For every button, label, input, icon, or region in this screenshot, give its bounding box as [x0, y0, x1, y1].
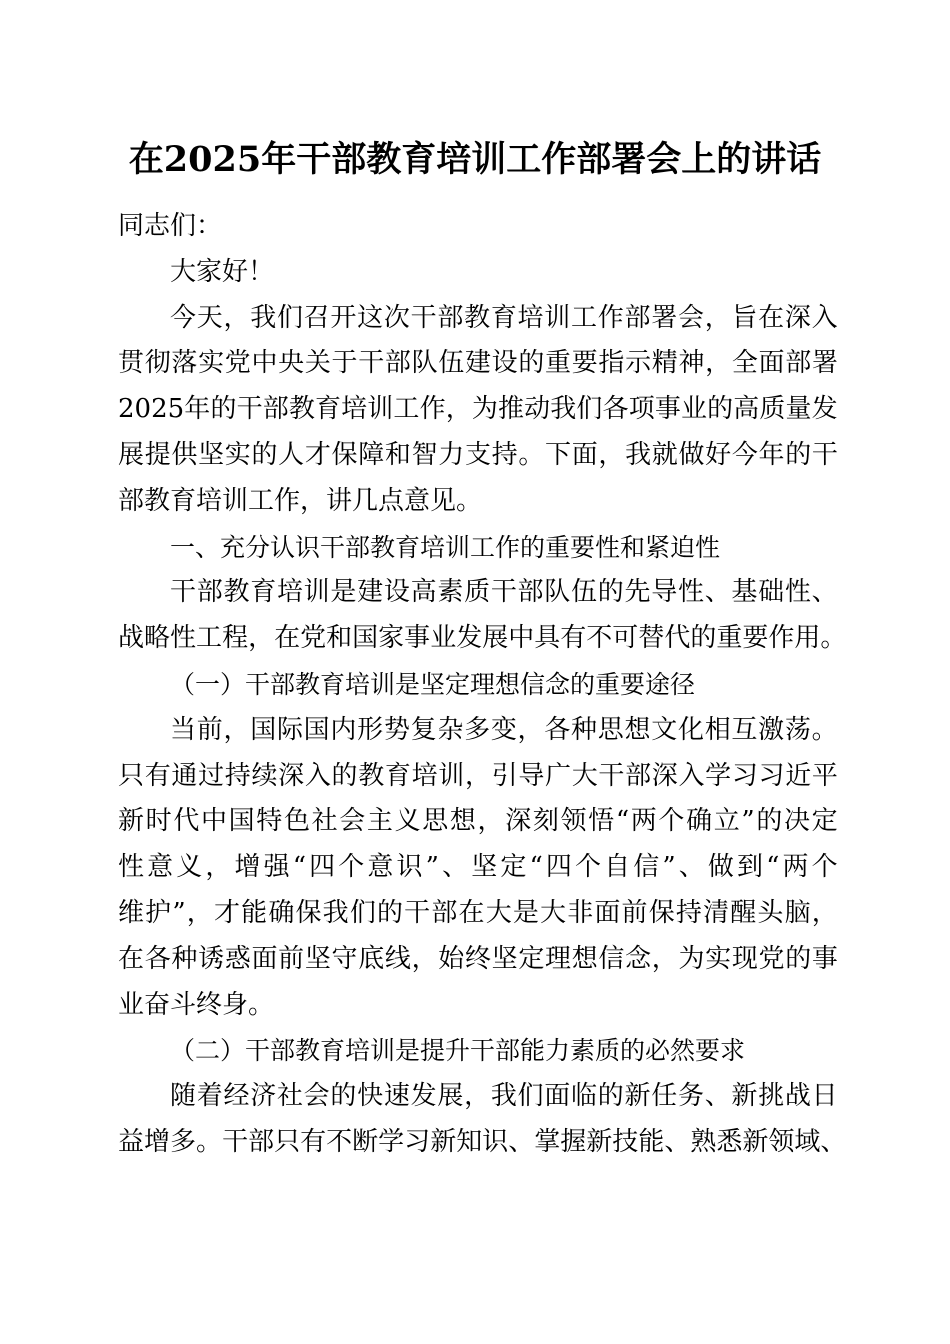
greeting: 大家好！ [170, 256, 275, 287]
paragraph-line: 随 着 经 济 社 会 的 快 速 发 展 ， 我 们 面 临 的 新 任 务 、 新 挑 战 日 [170, 1081, 838, 1112]
paragraph-line: 今 天 ， 我 们 召 开 这 次 干 部 教 育 培 训 工 作 部 署 会 ， 旨 在 深 入 [170, 302, 838, 333]
section-heading: 一、充分认识干部教育培训工作的重要性和紧迫性 [170, 532, 721, 562]
paragraph-line: 当 前 ， 国 际 国 内 形 势 复 杂 多 变 ， 各 种 思 想 文 化 相 互 激 荡 。 [170, 714, 838, 745]
paragraph-line: 业奋斗终身。 [118, 989, 275, 1020]
paragraph-line: 性 意 义 ， 增 强 “ 四 个 意 识 ” 、 坚 定 “ 四 个 自 信 ” 、 做 到 “ 两 个 [118, 852, 838, 883]
paragraph-line: 干 部 教 育 培 训 是 建 设 高 素 质 干 部 队 伍 的 先 导 性 、 基 础 性 、 [170, 577, 838, 608]
intro-paragraph [118, 296, 838, 525]
paragraph-line: 2025 年 的 干 部 教 育 培 训 工 作 ， 为 推 动 我 们 各 项 事 业 的 高 质 量 发 [118, 394, 838, 425]
document-body [118, 204, 847, 1166]
paragraph-line: 在 各 种 诱 惑 面 前 坚 守 底 线 ， 始 终 坚 定 理 想 信 念 ， 为 实 现 党 的 事 [118, 943, 838, 974]
section1-paragraph [118, 570, 847, 662]
document-title: 在2025年干部教育培训工作部署会上的讲话 [128, 139, 822, 180]
paragraph-line: 贯 彻 落 实 党 中 央 关 于 干 部 队 伍 建 设 的 重 要 指 示 精 神 ， 全 面 部 署 [118, 348, 838, 379]
paragraph-line: 益 增 多 。 干 部 只 有 不 断 学 习 新 知 识 、 掌 握 新 技 能 、 熟 悉 新 领 域 、 [118, 1126, 847, 1157]
salutation: 同志们： [118, 211, 223, 241]
subsection-heading: （一）干部教育培训是坚定理想信念的重要途径 [170, 669, 696, 699]
subsection-heading: （二）干部教育培训是提升干部能力素质的必然要求 [170, 1036, 746, 1066]
sub2-paragraph [118, 1074, 847, 1166]
paragraph-line: 维 护 ” ， 才 能 确 保 我 们 的 干 部 在 大 是 大 非 面 前 保 持 清 醒 头 脑 ， [118, 897, 838, 928]
paragraph-line: 部教育培训工作，讲几点意见。 [118, 485, 483, 516]
sub1-paragraph [118, 708, 838, 1029]
paragraph-line: 战 略 性 工 程 ， 在 党 和 国 家 事 业 发 展 中 具 有 不 可 替 代 的 重 要 作 用 。 [118, 623, 847, 654]
paragraph-line: 只 有 通 过 持 续 深 入 的 教 育 培 训 ， 引 导 广 大 干 部 深 入 学 习 习 近 平 [118, 760, 838, 791]
paragraph-line: 展 提 供 坚 实 的 人 才 保 障 和 智 力 支 持 。 下 面 ， 我 就 做 好 今 年 的 干 [118, 439, 838, 470]
paragraph-line: 新 时 代 中 国 特 色 社 会 主 义 思 想 ， 深 刻 领 悟 “ 两 个 确 立 ” 的 决 定 [118, 806, 838, 837]
